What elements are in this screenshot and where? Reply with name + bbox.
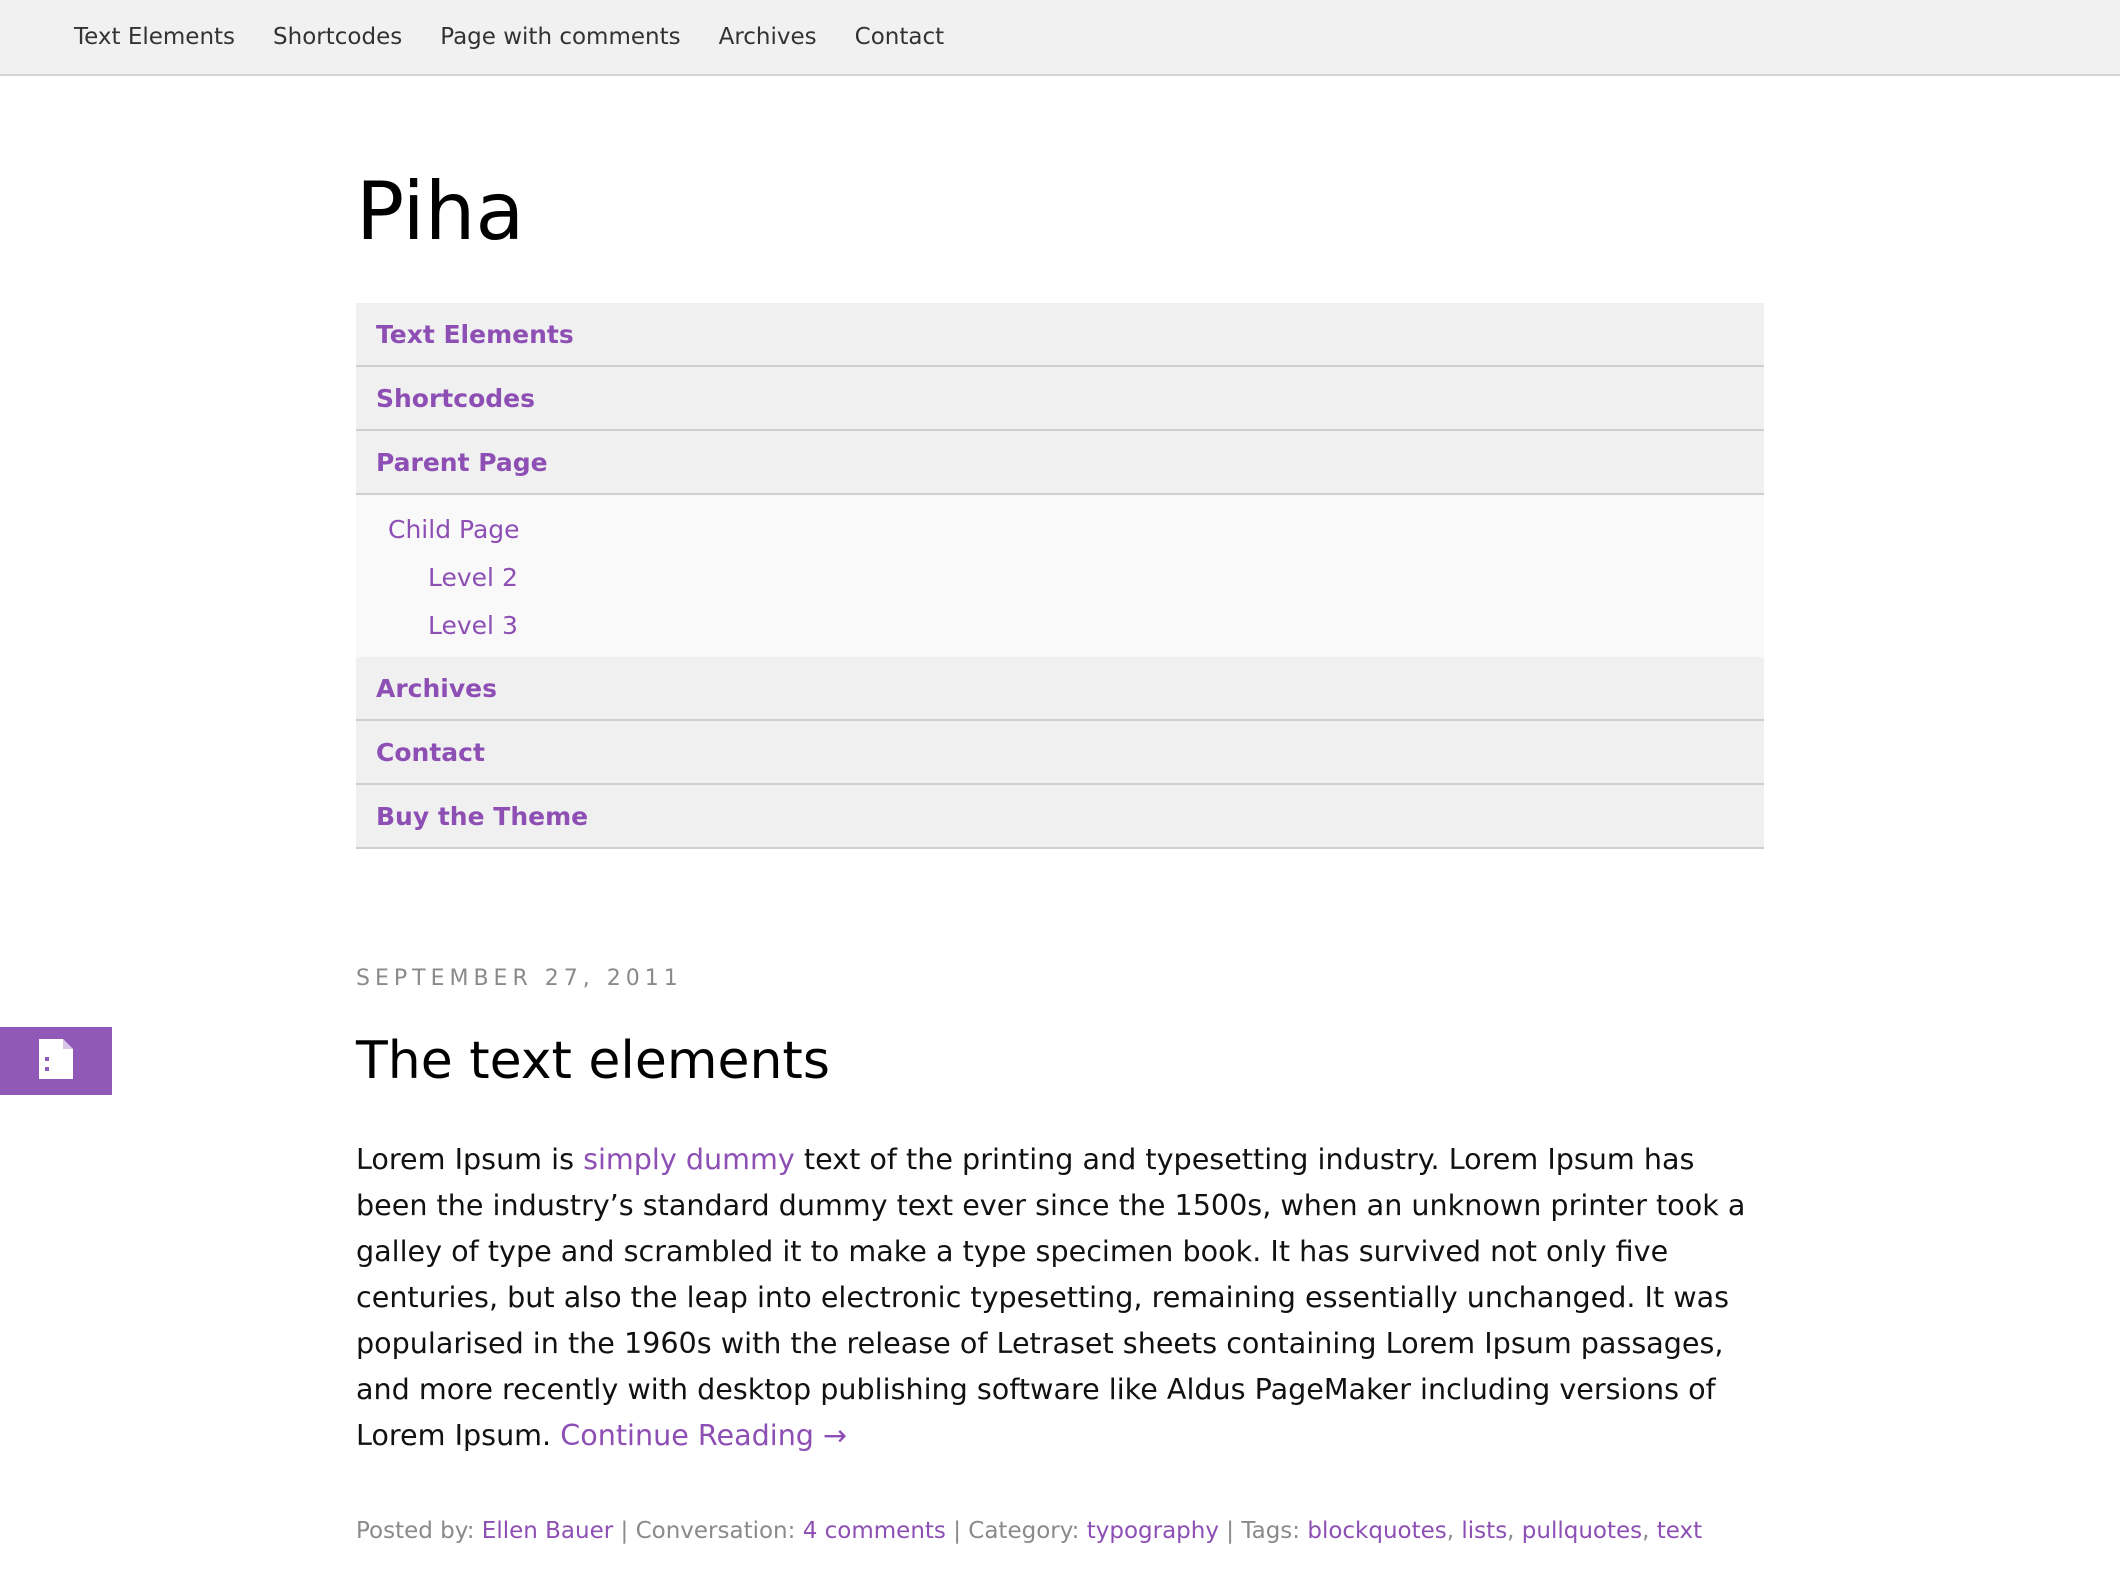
post-title[interactable]: The text elements: [356, 1031, 830, 1091]
menu-item-contact[interactable]: Contact: [356, 721, 1764, 785]
author-link[interactable]: Ellen Bauer: [481, 1518, 614, 1544]
top-nav-archives[interactable]: Archives: [718, 24, 817, 50]
menu-item-child-page[interactable]: Child Page: [388, 514, 520, 544]
menu-item-level-2[interactable]: Level 2: [428, 562, 518, 592]
category-link[interactable]: typography: [1086, 1518, 1219, 1544]
posted-by-label: Posted by:: [356, 1518, 482, 1544]
site-title[interactable]: Piha: [356, 165, 525, 258]
document-icon: [36, 1037, 76, 1085]
post-body-text: text of the printing and typesetting industry. Lorem Ipsum has been the industry’s standard dummy text ever since the 1500s, when an unknown printer took a galley of type and scrambled it to make a type specimen book. It has survived not only five centuries, but also the leap into electronic typesetting, remaining essentially unchanged. It was popularised in the 1960s with the release of Letraset sheets containing Lorem Ipsum passages, and more recently with desktop publishing software like Aldus PageMaker including versions of Lorem Ipsum.: [356, 1142, 1746, 1452]
post-date: SEPTEMBER 27, 2011: [356, 966, 683, 991]
tag-link-text[interactable]: text: [1656, 1518, 1703, 1544]
tag-link-blockquotes[interactable]: blockquotes: [1307, 1518, 1447, 1544]
sidebar-menu: [356, 303, 1764, 849]
top-nav-contact[interactable]: Contact: [854, 24, 945, 50]
post-excerpt: [356, 1136, 1764, 1458]
tag-separator: ,: [1507, 1518, 1522, 1544]
top-nav-text-elements[interactable]: Text Elements: [74, 24, 236, 50]
tag-separator: ,: [1446, 1518, 1462, 1544]
post-body-text: Lorem Ipsum is: [356, 1142, 584, 1176]
menu-item-level-3[interactable]: Level 3: [428, 610, 518, 640]
menu-item-shortcodes[interactable]: Shortcodes: [356, 367, 1764, 431]
top-nav-page-with-comments[interactable]: Page with comments: [440, 24, 681, 50]
simply-dummy-link[interactable]: simply dummy: [583, 1142, 795, 1176]
conversation-label: | Conversation:: [613, 1518, 803, 1544]
top-navigation-bar: [0, 0, 2120, 76]
tag-link-pullquotes[interactable]: pullquotes: [1521, 1518, 1643, 1544]
post-meta: [356, 1518, 1702, 1544]
top-nav-shortcodes[interactable]: Shortcodes: [273, 24, 403, 50]
tag-separator: ,: [1642, 1518, 1657, 1544]
comments-link[interactable]: 4 comments: [802, 1518, 946, 1544]
menu-item-archives[interactable]: Archives: [356, 657, 1764, 721]
floating-side-tab[interactable]: [0, 1027, 112, 1095]
submenu-parent-page: [356, 495, 1764, 657]
menu-item-parent-page[interactable]: Parent Page: [356, 431, 1764, 495]
top-nav-list: [0, 0, 2120, 74]
category-label: | Category:: [945, 1518, 1087, 1544]
tags-label: | Tags:: [1218, 1518, 1308, 1544]
tag-link-lists[interactable]: lists: [1461, 1518, 1508, 1544]
menu-item-buy-the-theme[interactable]: Buy the Theme: [356, 785, 1764, 849]
continue-reading-link[interactable]: Continue Reading →: [560, 1418, 848, 1452]
menu-item-text-elements[interactable]: Text Elements: [356, 303, 1764, 367]
